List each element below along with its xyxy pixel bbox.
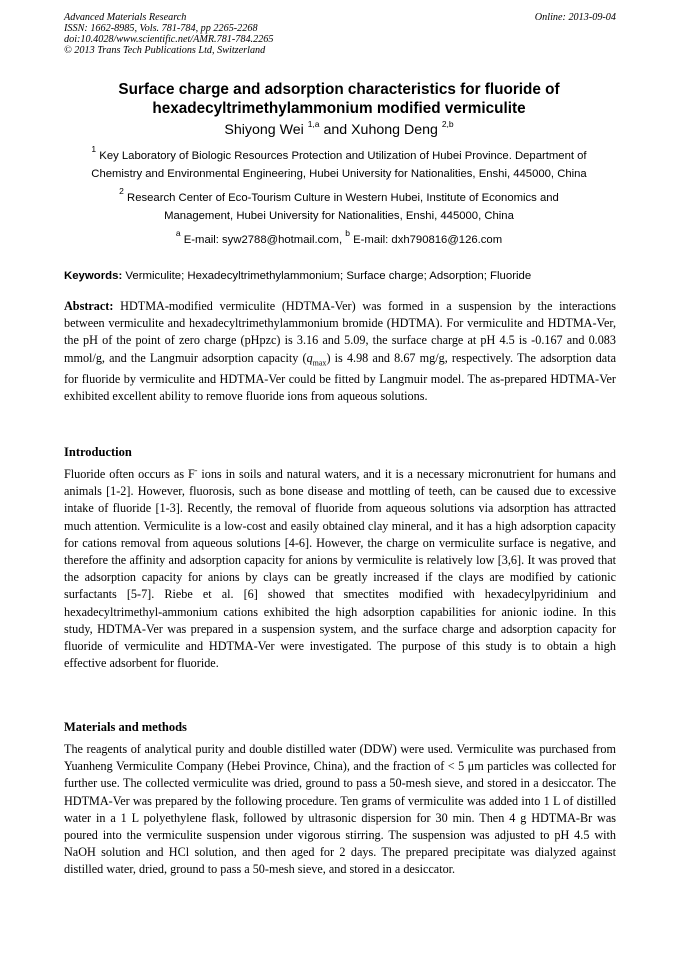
title-line-2: hexadecyltrimethylammonium modified vermiculite [152,100,526,117]
abstract-text-2: ) is 4.98 and 8.67 mg/g, respectively. The adsorption data for fluoride by vermiculite and HDTMA-Ver could be fitted by Langmuir model. The as-prepared HDTMA-Ver exhibited excellent ability to remove fluoride ions from aqueous solutions. [64,350,616,404]
affiliation-1-line-1: Key Laboratory of Biologic Resources Protection and Utilization of Hubei Province. Department of [96,150,587,162]
email-b: E-mail: dxh790816@126.com [349,234,503,246]
email-a-mark: a [175,228,181,238]
methods-heading: Materials and methods [64,720,187,734]
online-date: Online: 2013-09-04 [534,12,616,23]
authors [40,121,638,139]
email-a: E-mail: syw2788@hotmail.com, [180,234,346,246]
introduction-heading: Introduction [64,445,132,459]
affiliation-1-mark: 1 [91,144,97,154]
fluoride-charge: - [194,466,198,475]
copyright-line: © 2013 Trans Tech Publications Ltd, Switzerland [64,45,266,56]
title-line-1: Surface charge and adsorption characteristics for fluoride of [118,81,560,98]
email-b-mark: b [345,228,350,238]
keywords-label: Keywords: [64,270,123,282]
keywords-text: Vermiculite; Hexadecyltrimethylammonium; Surface charge; Adsorption; Fluoride [122,270,532,282]
affiliation-2 [60,186,618,225]
journal-header [64,12,616,56]
author-2-affiliation-mark: 2,b [441,119,454,129]
abstract-text-1: HDTMA-modified vermiculite (HDTMA-Ver) was formed in a suspension by the interactions between vermiculite and hexadecyltrimethylammonium bromide (HDTMA). For vermiculite and HDTMA-Ver, the pH of the point of zero charge (pHpzc) is 3.16 and 5.09, the surface charge at pH 4.5 is -0.167 and 0.083 mmol/g, and the Langmuir adsorption capacity ( [64,299,616,365]
author-2: and Xuhong Deng [319,122,442,138]
affiliation-1-line-2: Chemistry and Environmental Engineering, Hubei University for Nationalities, Enshi, 445000, China [91,167,587,180]
intro-text-1: Fluoride often occurs as F [64,467,195,481]
affiliation-1 [50,144,628,183]
author-1: Shiyong Wei [224,122,308,138]
qmax-symbol: q [306,350,313,365]
introduction-paragraph [64,466,616,672]
methods-paragraph: The reagents of analytical purity and double distilled water (DDW) were used. Vermiculite was purchased from Yuanheng Vermiculite Company (Hebei Province, China), and the fraction of < 5 μm particles was collected for further use. The collected vermiculite was dried, ground to pass a 50-mesh sieve, and stored in a desiccator. The HDTMA-Ver was prepared by the following procedure. Ten grams of vermiculite was added into 1 L of distilled water in a 1 L polyethylene flask, followed by ultrasonic dispersion for 30 min. Then 4 g HDTMA-Br was poured into the vermiculite suspension under vigorous stirring. The suspension was adjusted to pH 4.5 with NaOH solution and HCl solution, and then aged for 2 days. The prepared precipitate was dialyzed against distilled water, dried, ground to pass a 50-mesh sieve, and stored in a desiccator. [64,742,616,877]
issn-line: ISSN: 1662-8985, Vols. 781-784, pp 2265-2268 [64,23,258,34]
intro-text-2: ions in soils and natural waters, and it is a necessary micronutrient for humans and animals [1-2]. However, fluorosis, such as bone disease and mottling of teeth, can be caused due to excessive intake of fluoride [1-3]. Recently, the removal of fluoride from aqueous solutions via adsorption has attracted much attention. Vermiculite is a low-cost and easily obtained clay mineral, and it has a high adsorption capacity for cations removal from aqueous solutions [4-6]. However, the charge on vermiculite surface is negative, and therefore the affinity and adsorption capacity for anions by vermiculite is relatively low [3,6]. It was proved that the adsorption capacity for anions by clays can be greatly increased if the clays are modified by cationic surfactants [5-7]. Riebe et al. [6] showed that smectites modified with hexadecylpyridinium and hexadecyltrimethyl-ammonium cations exhibited the high adsorption capabilities for anionic iodine. In this study, HDTMA-Ver was prepared in a suspension system, and the surface charge and adsorption capacity for fluoride of vermiculite and HDTMA-Ver were investigated. The purpose of this study is to obtain a high effective adsorbent for fluoride. [64,467,616,671]
author-1-affiliation-mark: 1,a [307,119,320,129]
affiliation-2-line-1: Research Center of Eco-Tourism Culture in Western Hubei, Institute of Economics and [123,192,559,204]
abstract-label: Abstract: [64,299,114,313]
email-line [40,228,638,250]
journal-name: Advanced Materials Research [64,12,187,23]
affiliation-2-line-2: Management, Hubei University for Nationalities, Enshi, 445000, China [164,209,514,222]
abstract [64,298,616,406]
qmax-subscript: max [312,358,327,368]
affiliation-2-mark: 2 [119,186,124,196]
keywords [64,268,616,284]
paper-title [40,80,638,118]
doi-line: doi:10.4028/www.scientific.net/AMR.781-784.2265 [64,34,274,45]
